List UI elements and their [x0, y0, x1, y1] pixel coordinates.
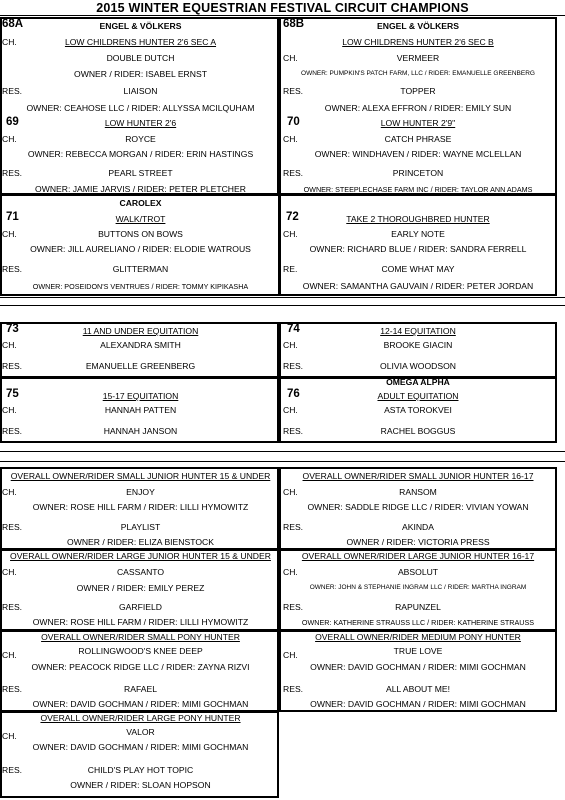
class-sponsor: ENGEL & VÖLKERS — [377, 21, 459, 31]
reserve-label: RES. — [2, 684, 23, 694]
class-name: OVERALL OWNER/RIDER SMALL PONY HUNTER — [41, 632, 240, 642]
champion-label: CH. — [2, 731, 17, 741]
reserve-label: RES. — [283, 522, 304, 532]
overall-large-junior-15-under — [0, 550, 281, 630]
class-68a — [0, 19, 281, 119]
class-74 — [281, 324, 555, 376]
champion-horse: ROYCE — [125, 134, 156, 144]
champion-label: CH. — [2, 229, 17, 239]
reserve-owner: OWNER: SAMANTHA GAUVAIN / RIDER: PETER JORDAN — [302, 281, 534, 291]
champion-label: CH. — [283, 487, 298, 497]
reserve-horse: PLAYLIST — [120, 522, 161, 532]
class-number: 68A — [2, 18, 24, 30]
class-name: OVERALL OWNER/RIDER LARGE JUNIOR HUNTER 16-17 — [301, 551, 535, 561]
reserve-label: RES. — [2, 361, 23, 371]
reserve-label: RES. — [2, 168, 23, 178]
reserve-horse: PEARL STREET — [108, 168, 173, 178]
reserve-owner: OWNER / RIDER: SLOAN HOPSON — [70, 780, 211, 790]
reserve-horse: TOPPER — [400, 86, 436, 96]
class-number: 70 — [287, 116, 300, 128]
class-68b — [281, 19, 555, 119]
reserve-owner: OWNER: JAMIE JARVIS / RIDER: PETER PLETCHER — [35, 184, 246, 194]
class-sponsor: CAROLEX — [119, 198, 162, 208]
page-title: 2015 WINTER EQUESTRIAN FESTIVAL CIRCUIT CHAMPIONS — [96, 1, 469, 15]
reserve-owner: OWNER: CEAHOSE LLC / RIDER: ALLYSSA MCILQUHAM — [26, 103, 255, 113]
reserve-horse: COME WHAT MAY — [381, 264, 455, 274]
section-divider — [0, 451, 565, 452]
reserve-label: RES. — [2, 264, 23, 274]
champion-owner: OWNER: JOHN & STEPHANIE INGRAM LLC / RIDER: MARTHA INGRAM — [309, 584, 527, 591]
champion-rider: BROOKE GIACIN — [383, 340, 453, 350]
champion-rider: ASTA TOROKVEI — [384, 405, 452, 415]
reserve-label: RES. — [2, 765, 23, 775]
overall-medium-pony — [281, 631, 555, 711]
section-divider — [0, 305, 565, 306]
reserve-horse: RAFAEL — [124, 684, 157, 694]
reserve-label: RES. — [2, 86, 23, 96]
champion-owner: OWNER: WINDHAVEN / RIDER: WAYNE MCLELLAN — [314, 149, 522, 159]
overall-large-pony — [0, 712, 281, 796]
reserve-owner: OWNER: DAVID GOCHMAN / RIDER: MIMI GOCHMAN — [32, 699, 249, 709]
champion-owner: OWNER: ROSE HILL FARM / RIDER: LILLI HYMOWITZ — [32, 502, 249, 512]
class-sponsor: ENGEL & VÖLKERS — [99, 21, 182, 31]
champion-horse: VERMEER — [396, 53, 440, 63]
reserve-horse: GARFIELD — [119, 602, 162, 612]
class-name: LOW HUNTER 2'6 — [104, 118, 177, 128]
champion-label: CH. — [283, 405, 298, 415]
reserve-label: RES. — [2, 522, 23, 532]
class-76 — [281, 379, 555, 441]
reserve-owner: OWNER: POSEIDON'S VENTRUES / RIDER: TOMMY KIPIKASHA — [32, 282, 249, 291]
champion-horse: CATCH PHRASE — [384, 134, 452, 144]
champion-label: CH. — [2, 340, 17, 350]
champion-horse: DOUBLE DUTCH — [106, 53, 175, 63]
champion-label: CH. — [283, 53, 298, 63]
reserve-label: RES. — [283, 602, 304, 612]
reserve-owner: OWNER: ROSE HILL FARM / RIDER: LILLI HYMOWITZ — [32, 617, 249, 627]
champion-label: CH. — [283, 229, 298, 239]
reserve-owner: OWNER: DAVID GOCHMAN / RIDER: MIMI GOCHMAN — [310, 699, 526, 709]
reserve-label: RES. — [283, 168, 304, 178]
class-name: OVERALL OWNER/RIDER SMALL JUNIOR HUNTER 15 & UNDER — [10, 471, 271, 481]
reserve-label: RE. — [283, 264, 298, 274]
reserve-rider: RACHEL BOGGUS — [380, 426, 456, 436]
reserve-label: RES. — [2, 602, 23, 612]
class-name: 11 AND UNDER EQUITATION — [82, 326, 199, 336]
champion-horse: EARLY NOTE — [391, 229, 445, 239]
reserve-owner: OWNER: ALEXA EFFRON / RIDER: EMILY SUN — [324, 103, 512, 113]
champion-rider: ALEXANDRA SMITH — [100, 340, 181, 350]
reserve-owner: OWNER: STEEPLECHASE FARM INC / RIDER: TAYLOR ANN ADAMS — [303, 185, 533, 194]
champion-owner: OWNER: PEACOCK RIDGE LLC / RIDER: ZAYNA RIZVI — [31, 662, 250, 672]
class-name: ADULT EQUITATION — [377, 391, 459, 401]
class-name: OVERALL OWNER/RIDER SMALL JUNIOR HUNTER 16-17 — [302, 471, 534, 481]
class-number: 73 — [6, 323, 19, 335]
champion-label: CH. — [2, 567, 17, 577]
reserve-owner: OWNER / RIDER: VICTORIA PRESS — [346, 537, 490, 547]
champion-rider: HANNAH PATTEN — [104, 405, 177, 415]
reserve-label: RES. — [283, 361, 304, 371]
class-name: OVERALL OWNER/RIDER LARGE JUNIOR HUNTER 15 & UNDER — [10, 551, 271, 561]
class-name: 12-14 EQUITATION — [380, 326, 456, 336]
champion-horse: ENJOY — [126, 487, 155, 497]
class-75 — [0, 379, 281, 441]
champion-horse: CASSANTO — [116, 567, 165, 577]
class-name: LOW CHILDRENS HUNTER 2'6 SEC B — [342, 37, 494, 47]
champion-label: CH. — [283, 650, 298, 660]
reserve-horse: LIAISON — [123, 86, 158, 96]
class-number: 74 — [287, 323, 300, 335]
champion-owner: OWNER: SADDLE RIDGE LLC / RIDER: VIVIAN YOWAN — [307, 502, 529, 512]
reserve-horse: CHILD'S PLAY HOT TOPIC — [87, 765, 194, 775]
overall-small-junior-15-under — [0, 469, 281, 549]
champion-owner: OWNER / RIDER: ISABEL ERNST — [74, 69, 207, 79]
champion-label: CH. — [2, 650, 17, 660]
champion-label: CH. — [2, 37, 17, 47]
champion-owner: OWNER: DAVID GOCHMAN / RIDER: MIMI GOCHMAN — [32, 742, 249, 752]
champion-owner: OWNER: JILL AURELIANO / RIDER: ELODIE WATROUS — [30, 244, 251, 254]
class-name: 15-17 EQUITATION — [102, 391, 179, 401]
champion-horse: ROLLINGWOOD'S KNEE DEEP — [78, 646, 203, 656]
reserve-horse: AKINDA — [402, 522, 434, 532]
class-number: 69 — [6, 116, 19, 128]
reserve-horse: PRINCETON — [392, 168, 444, 178]
champion-label: CH. — [2, 405, 17, 415]
reserve-horse: ALL ABOUT ME! — [386, 684, 450, 694]
champion-horse: VALOR — [126, 727, 155, 737]
champion-owner: OWNER: RICHARD BLUE / RIDER: SANDRA FERRELL — [309, 244, 527, 254]
reserve-horse: RAPUNZEL — [395, 602, 441, 612]
champion-label: CH. — [283, 567, 298, 577]
class-sponsor: OMEGA ALPHA — [386, 377, 450, 387]
class-number: 72 — [286, 211, 299, 223]
reserve-label: RES. — [2, 426, 23, 436]
section-divider — [0, 15, 565, 16]
class-number: 68B — [283, 18, 305, 30]
champion-label: CH. — [283, 134, 298, 144]
champion-horse: RANSOM — [399, 487, 437, 497]
overall-small-pony — [0, 631, 281, 711]
overall-large-junior-16-17 — [281, 550, 555, 630]
class-name: OVERALL OWNER/RIDER LARGE PONY HUNTER — [40, 713, 241, 723]
champion-owner: OWNER: PUMPKIN'S PATCH FARM, LLC / RIDER: EMANUELLE GREENBERG — [301, 70, 535, 77]
reserve-label: RES. — [283, 86, 304, 96]
champion-label: CH. — [283, 340, 298, 350]
class-name: WALK/TROT — [115, 214, 166, 224]
reserve-rider: OLIVIA WOODSON — [380, 361, 456, 371]
class-number: 76 — [287, 388, 300, 400]
class-number: 71 — [6, 211, 19, 223]
class-72 — [281, 196, 555, 296]
champion-horse: BUTTONS ON BOWS — [98, 229, 183, 239]
section-divider — [0, 297, 565, 298]
champion-horse: ABSOLUT — [397, 567, 439, 577]
class-number: 75 — [6, 388, 19, 400]
champion-label: CH. — [2, 487, 17, 497]
champion-label: CH. — [2, 134, 17, 144]
class-73 — [0, 324, 281, 376]
reserve-label: RES. — [283, 426, 304, 436]
champion-owner: OWNER: DAVID GOCHMAN / RIDER: MIMI GOCHMAN — [310, 662, 526, 672]
champion-owner: OWNER: REBECCA MORGAN / RIDER: ERIN HASTINGS — [27, 149, 254, 159]
class-name: OVERALL OWNER/RIDER MEDIUM PONY HUNTER — [315, 632, 521, 642]
reserve-rider: HANNAH JANSON — [103, 426, 178, 436]
class-name: LOW HUNTER 2'9" — [380, 118, 456, 128]
class-name: TAKE 2 THOROUGHBRED HUNTER — [346, 214, 490, 224]
reserve-label: RES. — [283, 684, 304, 694]
reserve-horse: GLITTERMAN — [112, 264, 169, 274]
reserve-owner: OWNER: KATHERINE STRAUSS LLC / RIDER: KATHERINE STRAUSS — [301, 618, 535, 627]
overall-small-junior-16-17 — [281, 469, 555, 549]
section-divider — [0, 461, 565, 462]
reserve-rider: EMANUELLE GREENBERG — [85, 361, 196, 371]
champion-owner: OWNER / RIDER: EMILY PEREZ — [76, 583, 205, 593]
class-71 — [0, 196, 281, 296]
champion-horse: TRUE LOVE — [393, 646, 443, 656]
class-name: LOW CHILDRENS HUNTER 2'6 SEC A — [64, 37, 217, 47]
reserve-owner: OWNER / RIDER: ELIZA BIENSTOCK — [67, 537, 214, 547]
